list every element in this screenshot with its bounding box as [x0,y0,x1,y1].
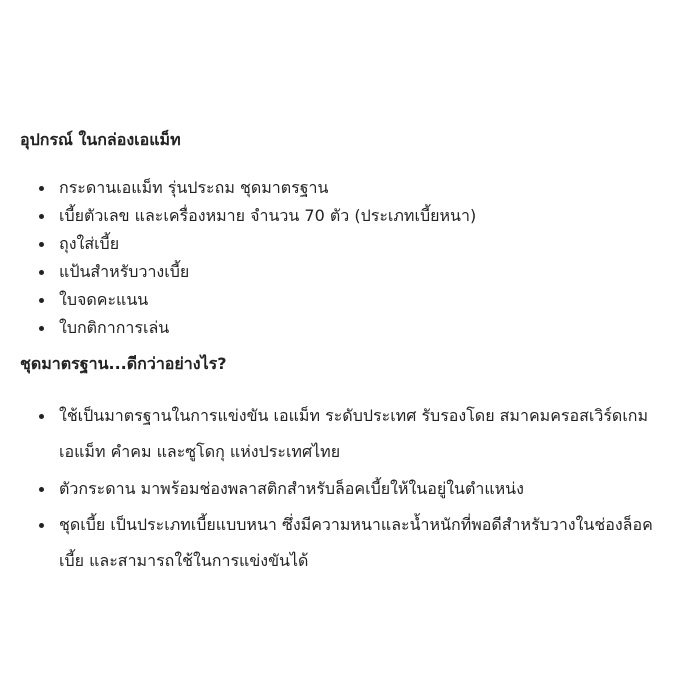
list-item: ใช้เป็นมาตรฐานในการแข่งขัน เอแม็ท ระดับประเทศ รับรองโดย สมาคมครอสเวิร์ดเกม เอแม็ท คำคม และซูโดกุ แห่งประเทศไทย [20,398,660,470]
box-contents-list [20,174,660,342]
list-item: ถุงใส่เบี้ย [20,230,660,258]
box-contents-heading: อุปกรณ์ ในกล่องเอแม็ท [20,130,181,149]
standard-set-benefits-list [20,398,660,579]
list-item: แป้นสำหรับวางเบี้ย [20,258,660,286]
list-item: ตัวกระดาน มาพร้อมช่องพลาสติกสำหรับล็อคเบี้ยให้ในอยู่ในตำแหน่ง [20,474,660,503]
list-item: ชุดเบี้ย เป็นประเภทเบี้ยแบบหนา ซึ่งมีความหนาและน้ำหนักที่พอดีสำหรับวางในช่องล็อคเบี้ย และสามารถใช้ในการแข่งขันได้ [20,507,660,579]
list-item: กระดานเอแม็ท รุ่นประถม ชุดมาตรฐาน [20,174,660,202]
list-item: เบี้ยตัวเลข และเครื่องหมาย จำนวน 70 ตัว (ประเภทเบี้ยหนา) [20,202,660,230]
list-item: ใบกติกาการเล่น [20,314,660,342]
product-description [20,128,660,583]
list-item: ใบจดคะแนน [20,286,660,314]
standard-set-heading: ชุดมาตรฐาน...ดีกว่าอย่างไร? [20,354,227,373]
